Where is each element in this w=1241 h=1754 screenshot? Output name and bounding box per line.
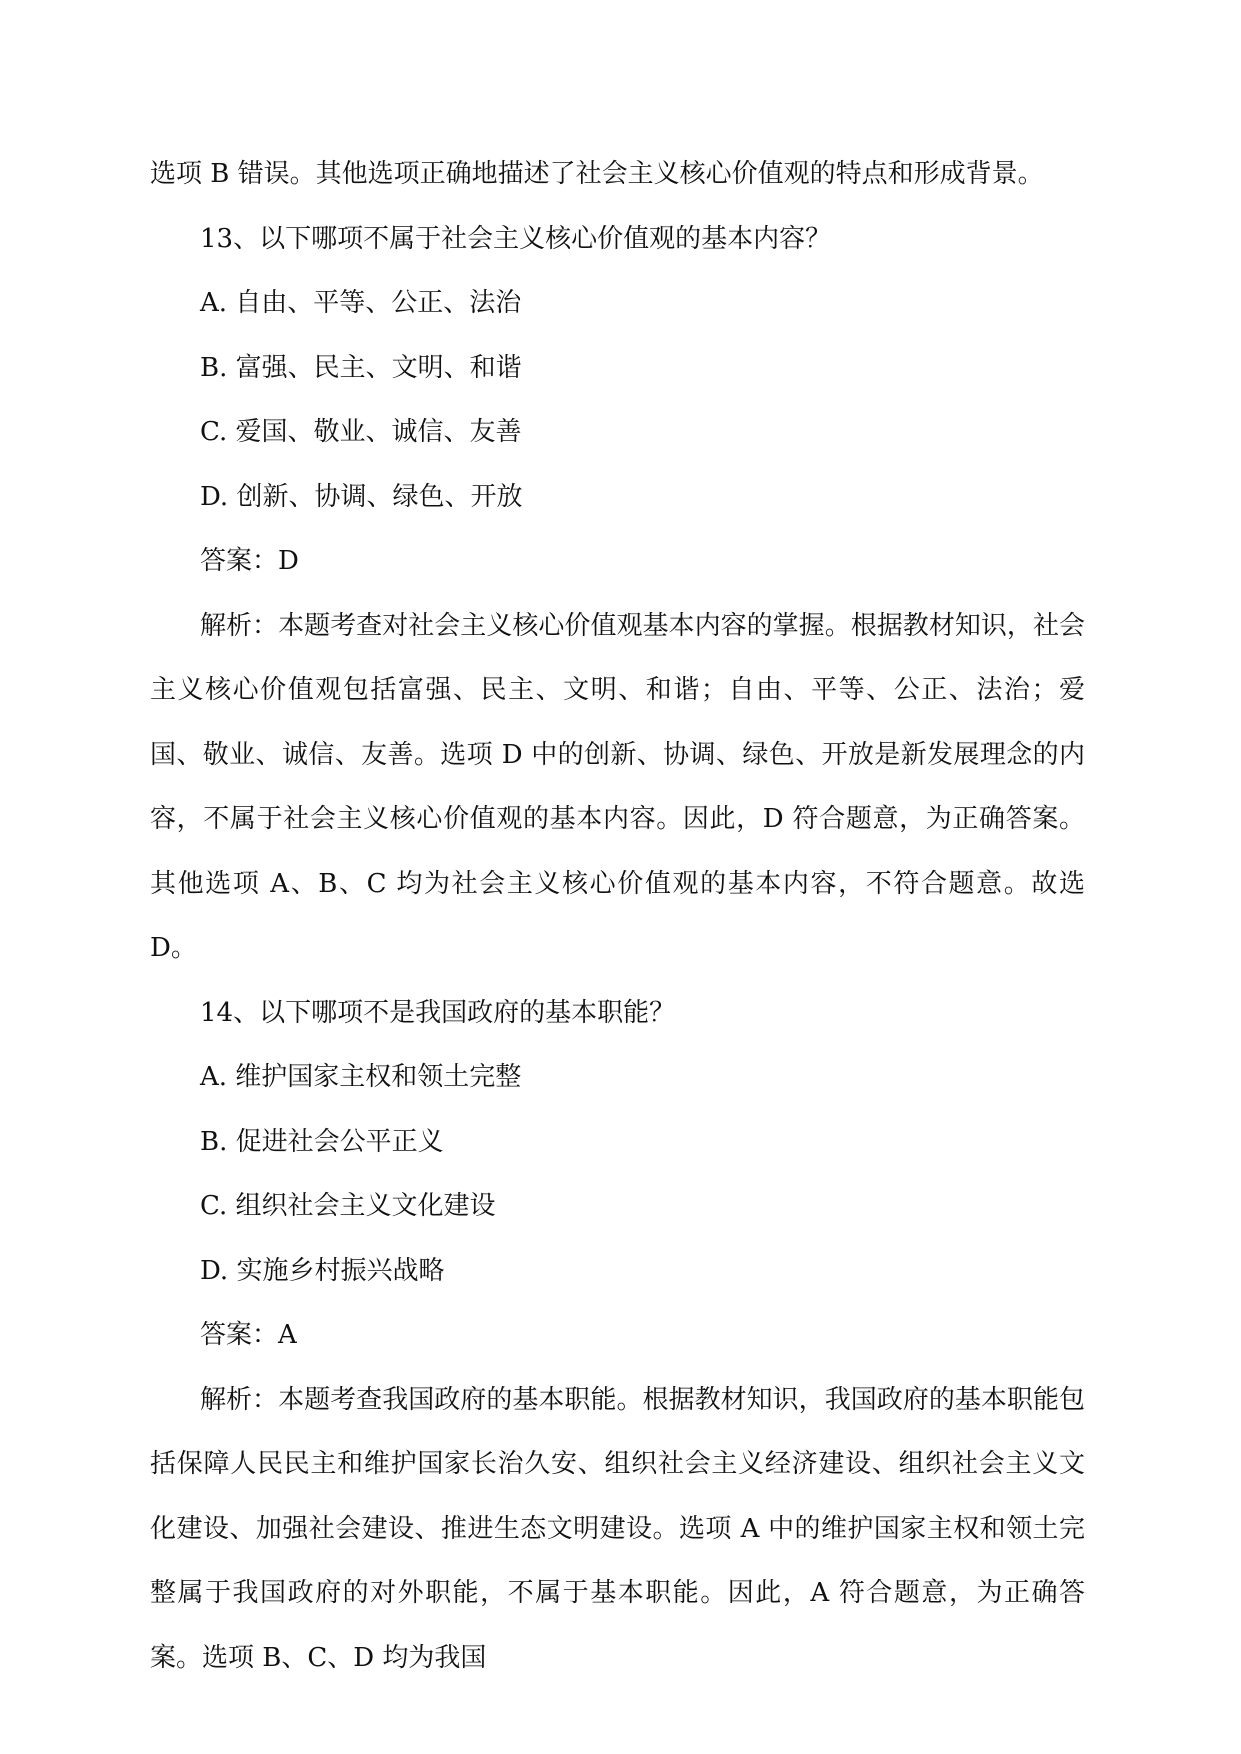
document-page [150, 142, 1085, 1690]
lead-in-text: 选项 B 错误。其他选项正确地描述了社会主义核心价值观的特点和形成背景。 [150, 159, 1044, 189]
q14-option-c: C. 组织社会主义文化建设 [200, 1191, 496, 1221]
q13-option-d: D. 创新、协调、绿色、开放 [200, 481, 523, 512]
q13-analysis: 解析：本题考查对社会主义核心价值观基本内容的掌握。根据教材知识，社会主义核心价值观包括富强、民主、文明、和谐；自由、平等、公正、法治；爱国、敬业、诚信、友善。选项 D 中的创新、协调、绿色、开放是新发展理念的内容，不属于社会主义核心价值观的基本内容。因此，D 符合题意，为正确答案。其他选项 A、B、C 均为社会主义核心价值观的基本内容，不符合题意。故选 D。 [150, 610, 1085, 963]
question-13: 13、以下哪项不属于社会主义核心价值观的基本内容？ [200, 223, 832, 254]
q13-option-c: C. 爱国、敬业、诚信、友善 [200, 417, 522, 447]
q14-analysis: 解析：本题考查我国政府的基本职能。根据教材知识，我国政府的基本职能包括保障人民民主和维护国家长治久安、组织社会主义经济建设、组织社会主义文化建设、加强社会建设、推进生态文明建设。选项 A 中的维护国家主权和领土完整属于我国政府的对外职能，不属于基本职能。因此，A 符合题意，为正确答案。选项 B、C、D 均为我国 [150, 1384, 1085, 1673]
q14-option-d: D. 实施乡村振兴战略 [200, 1255, 445, 1286]
question-14: 14、以下哪项不是我国政府的基本职能？ [200, 997, 676, 1028]
q13-option-b: B. 富强、民主、文明、和谐 [200, 352, 522, 383]
q14-option-b: B. 促进社会公平正义 [200, 1126, 444, 1157]
q13-answer: 答案：D [200, 546, 299, 576]
q14-option-a: A. 维护国家主权和领土完整 [200, 1062, 522, 1092]
q13-option-a: A. 自由、平等、公正、法治 [200, 288, 522, 318]
q14-answer: 答案：A [200, 1320, 297, 1350]
